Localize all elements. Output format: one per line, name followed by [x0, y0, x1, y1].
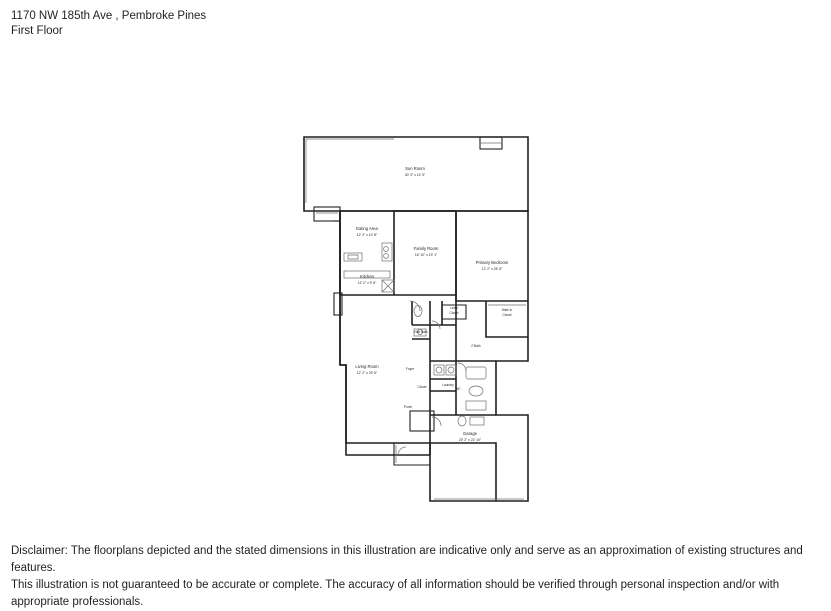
label-linen-2: Closet	[449, 311, 459, 315]
label-kitchen: Kitchen	[360, 274, 374, 279]
floorplan-diagram	[290, 125, 550, 505]
label-living-room-dim: 12' 2" x 29' 5"	[356, 371, 378, 375]
label-living-room: Living Room	[355, 364, 379, 369]
laundry-fixtures	[434, 365, 456, 375]
label-closet: Closet	[417, 385, 427, 389]
label-garage-dim: 20' 2" x 22' 10"	[458, 438, 482, 442]
label-f-bath: F.Bath	[471, 344, 481, 348]
sun-room-window	[480, 137, 502, 149]
floor-label: First Floor	[11, 25, 63, 37]
full-bath-fixtures	[466, 367, 486, 410]
room-labels	[355, 166, 512, 442]
garage-outline	[430, 443, 524, 501]
walk-in-closet-walls	[486, 301, 528, 337]
disclaimer-text	[11, 543, 811, 611]
label-linen-1: Linen	[450, 306, 458, 310]
disclaimer-line-1: Disclaimer: The floorplans depicted and the stated dimensions in this illustration are indicative only and serve as an approximation of existing structures and features.	[11, 545, 803, 574]
label-porch: Porch	[403, 405, 413, 409]
label-primary-bedroom-dim: 12' 2" x 25' 8"	[481, 267, 503, 271]
disclaimer-line-2: This illustration is not guaranteed to be accurate or complete. The accuracy of all information should be verified through personal inspection and/or with appropriate professionals.	[11, 579, 780, 608]
label-family-room: Family Room	[413, 246, 439, 251]
label-sun-room: Sun Room	[405, 166, 425, 171]
label-foyer: Foyer	[405, 367, 415, 371]
porch-outline	[394, 443, 430, 465]
label-family-room-dim: 16' 10" x 19' 1"	[414, 253, 438, 257]
label-kitchen-dim: 12' 2" x 9' 8"	[357, 281, 377, 285]
label-laundry: Laundry	[442, 383, 454, 387]
label-eating-area: Eating Area	[356, 226, 378, 231]
label-walk-in-2: Closet	[502, 313, 512, 317]
label-half-bath: Half Bath	[414, 330, 428, 334]
label-eating-area-dim: 12' 2" x 10' 8"	[356, 233, 378, 237]
label-garage: Garage	[463, 431, 477, 436]
page-header	[11, 9, 206, 39]
exterior-jogs	[314, 207, 342, 315]
property-address: 1170 NW 185th Ave , Pembroke Pines	[11, 10, 207, 22]
label-primary-bedroom: Primary Bedroom	[475, 260, 509, 265]
label-wc: WC	[455, 387, 461, 391]
wc-fixtures	[458, 416, 484, 426]
label-walk-in-1: Walk In	[501, 308, 513, 312]
label-sun-room-dim: 40' 3" x 14' 5"	[404, 173, 426, 177]
